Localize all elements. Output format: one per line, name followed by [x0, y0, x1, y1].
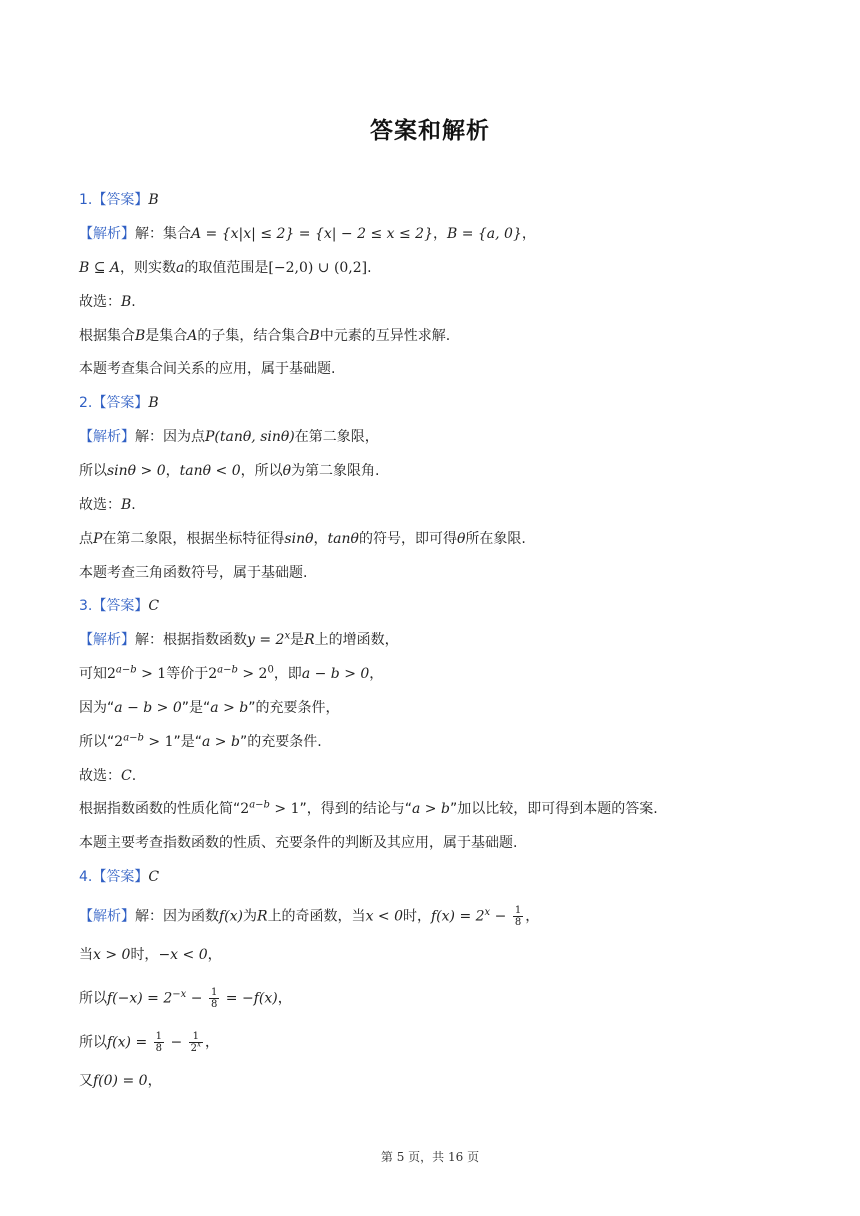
answer-4-value: C: [148, 869, 160, 885]
answer-2-label: 2.【答案】: [79, 395, 149, 411]
analysis-1-line-1: 【解析】解：集合A = {x|x| ≤ 2} = {x| − 2 ≤ x ≤ 2}，B = {a, 0}，: [79, 226, 536, 242]
analysis-4-line-3: 所以$f(-x) = 2^{-x}$ − $\frac{1}{8}$ = −f(x)，: [79, 987, 292, 1010]
analysis-2-line-4: 点P在第二象限，根据坐标特征得sinθ，tanθ的符号，即可得θ所在象限.: [79, 531, 526, 547]
analysis-2-line-1: 【解析】解：因为点P(tanθ, sinθ)在第二象限，: [79, 429, 379, 445]
answer-4-line: [79, 867, 159, 887]
analysis-1-line-4: 根据集合B是集合A的子集，结合集合B中元素的互异性求解.: [79, 328, 451, 344]
answer-1-value: B: [148, 192, 159, 208]
page-footer: 第 5 页，共 16 页: [380, 1150, 480, 1164]
analysis-2-line-2: 所以sinθ > 0，tanθ < 0，所以θ为第二象限角.: [79, 463, 380, 479]
answer-4-label: 4.【答案】: [79, 869, 149, 885]
analysis-4-line-5: 又f(0) = 0，: [79, 1073, 162, 1089]
analysis-1-line-2: B ⊆ A，则实数a的取值范围是[−2,0) ∪ (0,2].: [79, 260, 372, 276]
analysis-4-line-1: 【解析】解：因为函数f(x)为R上的奇函数，当x < 0时，$f(x) = 2^x$ − $\frac{1}{8}$ ，: [79, 905, 540, 928]
analysis-1-line-3: 故选：B.: [79, 294, 136, 310]
analysis-4-line-4: 所以f(x) = $\frac{1}{8}$ − $\frac{1}{2^x}$ ，: [79, 1031, 219, 1054]
page-title: 答案和解析: [370, 118, 490, 144]
answer-3-value: C: [148, 598, 160, 614]
fraction: $\frac{1}{8}$: [514, 905, 522, 928]
analysis-3-line-5: 故选：C.: [79, 768, 137, 784]
analysis-3-label: 【解析】: [79, 632, 135, 648]
answer-2-line: [79, 393, 159, 413]
analysis-1-line-5: 本题考查集合间关系的应用，属于基础题.: [79, 361, 336, 377]
analysis-2-line-3: 故选：B.: [79, 497, 136, 513]
fraction: $\frac{1}{8}$: [155, 1031, 163, 1054]
analysis-3-line-2: 可知$2^{a-b} > 1$等价于$2^{a-b} > 2^0$，即a − b > 0，: [79, 664, 384, 682]
analysis-3-line-4: 所以“$2^{a-b} > 1$”是“a > b”的充要条件.: [79, 732, 322, 750]
answer-1-label: 1.【答案】: [79, 192, 149, 208]
analysis-3-line-1: 【解析】解：根据指数函数$y = 2^x$是R上的增函数，: [79, 630, 399, 648]
analysis-2-line-5: 本题考查三角函数符号，属于基础题.: [79, 565, 308, 581]
analysis-3-line-7: 本题主要考查指数函数的性质、充要条件的判断及其应用，属于基础题.: [79, 835, 518, 851]
analysis-2-label: 【解析】: [79, 429, 135, 445]
answer-3-line: [79, 596, 159, 616]
answer-2-value: B: [148, 395, 159, 411]
analysis-4-line-2: 当x > 0时，−x < 0，: [79, 947, 222, 963]
analysis-4-label: 【解析】: [79, 908, 135, 925]
fraction: $\frac{1}{8}$: [210, 987, 218, 1010]
analysis-3-line-6: 根据指数函数的性质化简“$2^{a-b} > 1$”，得到的结论与“a > b”加以比较，即可得到本题的答案.: [79, 799, 658, 817]
analysis-1-label: 【解析】: [79, 226, 135, 242]
fraction: $\frac{1}{2^x}$: [190, 1031, 201, 1054]
answer-3-label: 3.【答案】: [79, 598, 149, 614]
analysis-3-line-3: 因为“a − b > 0”是“a > b”的充要条件，: [79, 700, 340, 716]
answer-1-line: [79, 190, 159, 210]
